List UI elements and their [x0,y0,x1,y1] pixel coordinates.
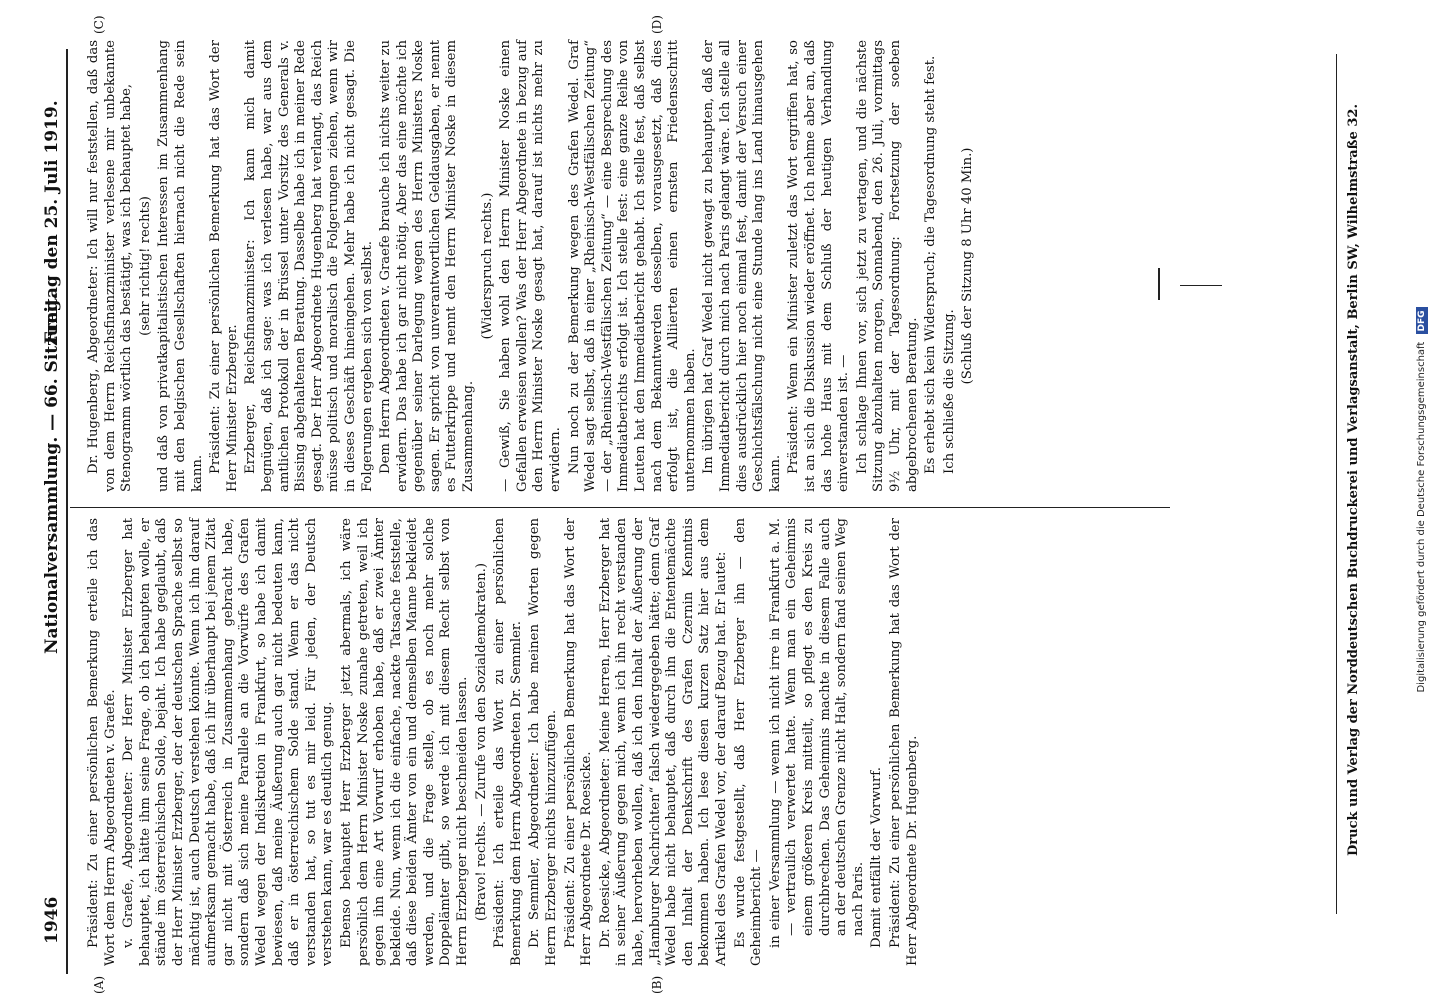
imprint-footer: Druck und Verlag der Norddeutschen Buchdruckerei und Verlagsanstalt, Berlin SW, Wilhelmstraße 32. [1346,104,1361,856]
paragraph: Ich schlage Ihnen vor, sich jetzt zu vertagen, und die nächste Sitzung abzuhalten morgen, Sonnabend, den 26. Juli, vormittags 9½ Uhr, mit der Tagesordnung: Fortsetzung der soeben abgebrochenen Beratung. [854,40,920,492]
paragraph: Erzberger, Reichsfinanzminister: Ich kann mich damit begnügen, daß ich sage: was ich verlesen habe, war aus dem amtlichen Protokoll der in Brüssel unter Vorsitz des Generals v. Bissing abgehaltenen Beratung. Dasselbe habe ich in meiner Rede gesagt. Der Herr Abgeordnete Hugenberg hat verlangt, das Reich müsse politisch und moralisch die Folgerungen ziehen, wenn wir in dieses Geschäft hineingehen. Mehr habe ich nicht gesagt. Die Folgerungen ergeben sich von selbst. [243,40,375,492]
interjection: (Bravo! rechts. — Zurufe von den Sozialdemokraten.) [473,562,489,922]
page-number: 1946 [42,896,62,944]
paragraph: Ebenso behauptet Herr Erzberger jetzt abermals, ich wäre persönlich dem Herrn Minister Noske zunahe getreten, weil ich gegen ihn eine Art Vorwurf erhoben habe, daß er zwei Ämter bekleide. Nun, wenn ich die einfache, nackte Tatsache feststelle, daß diese beiden Ämter von ein und demselben Manne bekleidet werden, und die Frage stelle, ob es noch mehr solche Doppelämter gibt, so werde ich mit diesem Recht selbst von Herrn Erzberger nicht beschneiden lassen. [338,518,471,966]
paragraph: Präsident: Ich erteile das Wort zu einer persönlichen Bemerkung dem Herrn Abgeordneten Dr. Semmler. [492,518,524,966]
paragraph: und daß von privatkapitalistischen Interessen im Zusammenhang mit den belgischen Gesellschaften hiernach nicht die Rede sein kann. [156,40,205,492]
paragraph: Nun noch zu der Bemerkung wegen des Grafen Wedel. Graf Wedel sagt selbst, daß in einer „Rheinisch-Westfälischen Zeitung“ — der „Rheinisch-Westfälischen Zeitung“ — eine Besprechung des Immediatberichts erfolgt ist. Ich stelle fest: eine ganze Reihe von Leuten hat den Immediatbericht gehabt. Ich stelle fest, daß selbst nach dem Bekanntwerden desselben, vorausgesetzt, daß dies erfolgt ist, die Alliierten einen ernsten Friedensschritt unternommen haben. [566,40,698,492]
dfg-logo-icon: DFG [1416,307,1428,334]
paragraph: Dr. Roesicke, Abgeordneter: Meine Herren, Herr Erzberger hat in seiner Äußerung gegen mich, wenn ich ihn recht verstanden habe, hervorheben wollen, daß ich den Inhalt der Äußerung der „Hamburger Nachrichten“ falsch wiedergegeben hätte; denn Graf Wedel habe nicht behauptet, daß durch ihn die Ententemächte den Inhalt der Denkschrift des Grafen Czernin Kenntnis bekommen haben. Ich lese diesen kurzen Satz hier aus dem Artikel des Grafen Wedel vor, der darauf Bezug hat. Er lautet: [597,518,729,966]
paragraph: Dr. Hugenberg, Abgeordneter: Ich will nur feststellen, daß das von dem Herrn Reichsfinanzminister verlesene mir unbekannte Stenogramm wörtlich das bestätigt, was ich behauptet habe, [86,40,135,492]
session-date: Freitag den 25. Juli 1919. [42,100,62,344]
session-close-note: (Schluß der Sitzung 8 Uhr 40 Min.) [960,147,976,385]
paragraph: Im übrigen hat Graf Wedel nicht gewagt zu behaupten, daß der Immediatbericht durch mich nach Paris gelangt wäre. Ich stelle all dies ausdrücklich hier noch einmal fest, damit der Versuch einer Geschichtsfälschung nicht eine Stunde lang ins Land hinausgehen kann. [701,40,783,492]
page-header [38,0,66,964]
paragraph: Dr. Semmler, Abgeordneter: Ich habe meinen Worten gegen Herrn Erzberger nichts hinzuzufügen. [527,518,560,966]
right-column [86,40,979,492]
header-rule [66,49,68,974]
paragraph: — Gewiß, Sie haben wohl den Herrn Minister Noske einen Gefallen erweisen wollen? Was der Herr Abgeordnete in bezug auf den Herrn Minister Noske gesagt hat, darauf ist nichts mehr zu erwidern. [498,40,564,492]
paragraph: Präsident: Zu einer persönlichen Bemerkung hat das Wort der Herr Abgeordnete Dr. Roesicke. [562,518,595,966]
paragraph: Damit entfällt der Vorwurf. [869,767,885,948]
digitization-credit [1416,0,1428,1000]
paragraph: Präsident: Wenn ein Minister zuletzt das Wort ergriffen hat, so ist an sich die Diskussion wieder eröffnet. Ich nehme aber an, daß das hohe Haus mit dem Schluß der heutigen Verhandlung einverstanden ist. — [786,40,852,492]
end-divider-bar [1158,268,1160,300]
margin-mark-d: (D) [650,15,664,34]
margin-mark-a: (A) [92,975,106,994]
paragraph: v. Graefe, Abgeordneter: Der Herr Minister Erzberger hat behauptet, ich hätte ihm seine Frage, ob ich behaupten wolle, er stände im österreichischen Solde, bejaht. Ich habe geglaubt, daß der Herr Minister Erzberger, der der deutschen Sprache selbst so mächtig ist, auch Deutsch verstehen könnte. Wenn ich ihn darauf aufmerksam gemacht habe, daß ich ihr überhaupt bei jenem Zitat gar nicht mit Österreich in Zusammenhang gebracht habe, sondern daß sich meine Parallele an die Vorwürfe des Grafen Wedel wegen der Indiskretion in Frankfurt, so habe ich damit bewiesen, daß meine Äußerung auch gar nicht bedeuten kann, daß er in österreichischem Solde stand. Wenn er das nicht verstanden hat, so tut es mir leid. Für jeden, der Deutsch verstehen kann, war es deutlich genug. [121,518,336,966]
column-rule [70,507,1170,508]
digitization-note: Digitalisierung gefördert durch die Deutsche Forschungsgemeinschaft [1416,341,1427,693]
end-divider [1180,285,1222,286]
paragraph: Ich schließe die Sitzung. [941,309,957,474]
quotation: in einer Versammlung — wenn ich nicht irre in Frankfurt a. M. — vertraulich verwertet hatte. Wenn man ein Geheimnis einem größeren Kreis mitteilt, so pflegt es den Kreis zu durchbrechen. Das Geheimnis machte in diesem Falle auch an der deutschen Grenze nicht Halt, sondern fand seinen Weg nach Paris. [767,518,866,948]
footer-rule [1336,54,1337,914]
interjection: (sehr richtig! rechts) [137,196,153,336]
assembly-title: Nationalversammlung. — 66. Sitzung. [42,293,62,654]
paragraph: Präsident: Zu einer persönlichen Bemerkung erteile ich das Wort dem Herrn Abgeordneten v. Graefe. [86,518,118,966]
margin-mark-b: (B) [650,975,664,994]
paragraph: Präsident: Zu einer persönlichen Bemerkung hat das Wort der Herr Abgeordnete Dr. Hugenberg. [887,518,920,966]
interjection: (Widerspruch rechts.) [479,192,495,340]
paragraph: Es wurde festgestellt, daß Herr Erzberger ihn — den Geheimbericht — [732,518,765,966]
paragraph: Es erhebt sich kein Widerspruch; die Tagesordnung steht fest. [923,55,939,474]
left-column [86,518,923,966]
paragraph: Präsident: Zu einer persönlichen Bemerkung hat das Wort der Herr Minister Erzberger. [208,40,240,492]
paragraph: Dem Herrn Abgeordneten v. Graefe brauche ich nichts weiter zu erwidern. Das habe ich gar nicht nötig. Aber das eine möchte ich gegenüber seiner Darlegung wegen des Herrn Ministers Noske sagen. Er spricht von unverantwortlichen Geldausgaben, er nennt es Futterkrippe und nennt den Herrn Minister Noske in diesem Zusammenhang. [378,40,477,492]
margin-mark-c: (C) [92,15,106,34]
